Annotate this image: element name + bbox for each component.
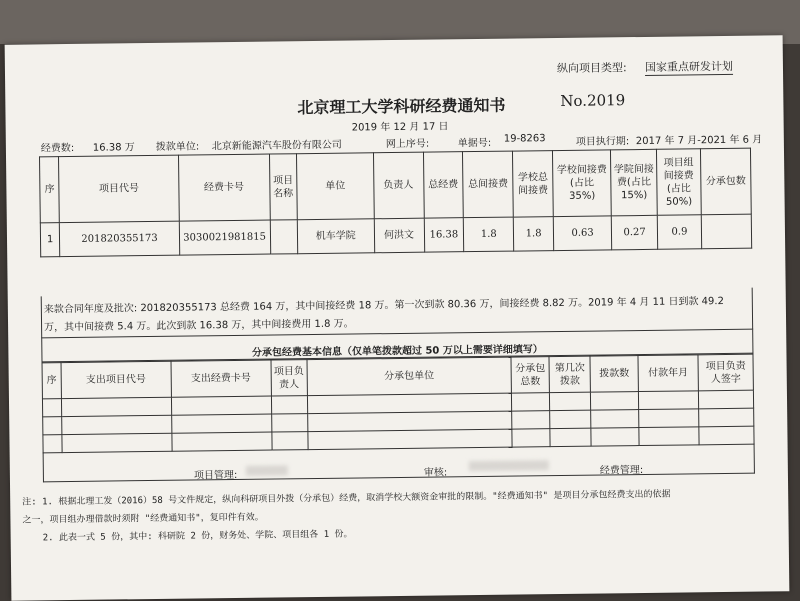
fund-manager-label: 经费管理: (599, 465, 644, 477)
footnote-line1: 注: 1. 根据北理工发（2016）58 号文件规定，纵向科研项目外拨（分承包）经费，取消学校大额资金审批的限制。"经费通知书" 是项目分承包经费支出的依据 (22, 489, 671, 508)
sub-header-payment-round: 第几次拨款 (549, 356, 591, 393)
sub-header-payment-amount: 拨款数 (590, 356, 638, 393)
online-seq-label: 网上序号: (385, 138, 430, 151)
redacted-signature (469, 460, 549, 471)
document-title: 北京理工大学科研经费通知书 (297, 95, 506, 118)
sub-header-leader: 项目负责人 (271, 360, 307, 396)
contract-remarks-line1: 来款合同年度及批次: 201820355173 总经费 164 万，其中间接经费 18 万。第一次到款 80.36 万，间接经费 8.82 万。2019 年 4 月 11 日到款 49.2 (43, 296, 724, 316)
header-card-no: 经费卡号 (178, 154, 270, 221)
cell-leader: 何洪文 (374, 218, 424, 253)
header-leader: 负责人 (373, 152, 424, 219)
cell-project-name (270, 220, 298, 254)
footnote-line3: 2. 此表一式 5 份，其中: 科研院 2 份，财务处、学院、项目组各 1 份。 (42, 529, 353, 544)
sub-header-leader-signature: 项目负责人签字 (698, 354, 753, 391)
header-school-indirect-total: 学校总间接费 (513, 151, 554, 217)
project-type-value: 国家重点研发计划 (644, 59, 734, 74)
amount-label: 经费数: (40, 142, 75, 155)
header-college-indirect: 学院间接费(占比15%) (611, 149, 658, 216)
redacted-signature (246, 465, 288, 476)
header-team-indirect: 项目组间接费(占比50%) (657, 149, 702, 216)
amount-value: 16.38 万 (92, 142, 135, 154)
subcontract-section-title: 分承包经费基本信息（仅单笔拨款超过 50 万以上需要详细填写） (251, 344, 543, 359)
header-total: 总经费 (423, 152, 464, 218)
cell-total: 16.38 (424, 218, 464, 252)
audit-label: 审核: (423, 467, 448, 479)
header-school-indirect: 学校间接费(占比 35%) (552, 150, 611, 217)
project-type-label: 纵向项目类型: (556, 61, 627, 76)
sub-header-project-code: 支出项目代号 (61, 361, 171, 398)
doc-no-label: 单据号: (457, 137, 492, 150)
footnote-line2: 之一，项目组办理借款时须附 "经费通知书"，复印件有效。 (22, 512, 264, 526)
main-funding-table (39, 148, 752, 258)
funding-notice-document (5, 35, 790, 600)
header-unit: 单位 (297, 153, 374, 220)
cell-seq: 1 (40, 223, 60, 257)
cell-project-code: 201820355173 (60, 221, 180, 256)
cell-team-indirect: 0.9 (657, 215, 701, 250)
payer-value: 北京新能源汽车股份有限公司 (211, 139, 342, 153)
doc-no-value: 19-8263 (503, 133, 546, 145)
sub-header-subcontract-unit: 分承包单位 (307, 357, 512, 395)
sub-header-seq: 序 (42, 363, 61, 399)
cell-school-indirect: 0.63 (553, 216, 612, 251)
document-number: No.2019 (560, 91, 626, 110)
cell-unit: 机车学院 (297, 219, 374, 254)
sub-header-subcontract-total: 分承包总数 (511, 357, 549, 393)
contract-remarks-line2: 万，其中间接费 5.4 万。此次到款 16.38 万，其中间接费用 1.8 万。 (44, 318, 354, 334)
cell-indirect-total: 1.8 (464, 217, 514, 252)
cell-card-no: 3030021981815 (179, 220, 270, 255)
subcontract-table (42, 354, 755, 454)
header-seq: 序 (40, 157, 60, 223)
header-project-name: 项目名称 (269, 154, 297, 220)
table-row (40, 214, 751, 257)
payer-label: 拨款单位: (155, 141, 200, 153)
sub-header-payment-month: 付款年月 (638, 355, 699, 392)
period-value: 2017 年 7 月-2021 年 6 月 (635, 134, 763, 148)
header-project-code: 项目代号 (59, 155, 179, 222)
cell-college-indirect: 0.27 (611, 215, 657, 250)
document-date: 2019 年 12 月 17 日 (351, 121, 449, 134)
project-manager-label: 项目管理: (193, 469, 238, 482)
period-label: 项目执行期: (575, 136, 630, 148)
header-subcontract-count: 分承包数 (700, 148, 751, 215)
main-table-header-row (40, 148, 752, 223)
sub-header-card-no: 支出经费卡号 (171, 360, 272, 397)
cell-subcontract-count (701, 214, 751, 249)
header-indirect-total: 总间接费 (463, 151, 514, 218)
cell-school-indirect-total: 1.8 (514, 217, 554, 251)
